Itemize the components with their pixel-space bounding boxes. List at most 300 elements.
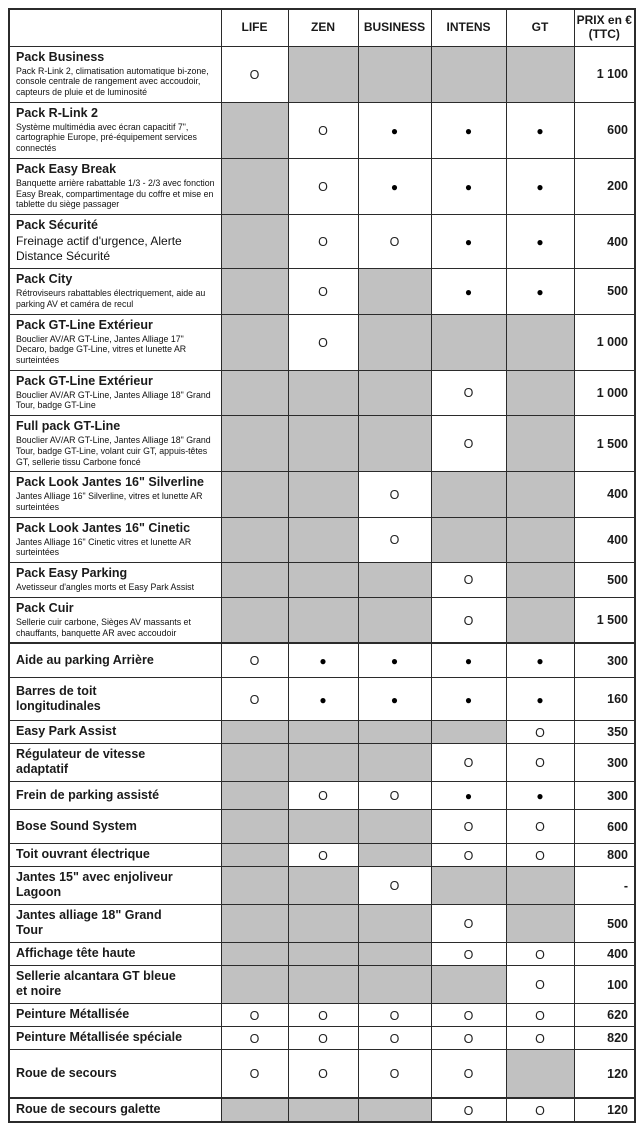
option-available-mark: [431, 905, 506, 943]
standard-mark: ●: [464, 179, 473, 194]
option-mark: O: [463, 947, 474, 962]
not-available-cell: [506, 597, 574, 643]
not-available-cell: [288, 966, 358, 1004]
option-name: Pack Look Jantes 16" Cinetic: [16, 520, 191, 535]
not-available-cell: [221, 517, 288, 562]
option-description: Pack R-Link 2, climatisation automatique bi-zone, console centrale de rangement avec accoudoir, capteurs de pluie et de luminosité: [16, 65, 209, 98]
option-mark: O: [249, 692, 260, 707]
option-available-mark: [358, 1004, 431, 1027]
not-available-cell: [358, 744, 431, 782]
header-row: [9, 9, 635, 46]
option-mark: O: [318, 284, 328, 299]
table-row: [9, 416, 635, 472]
table-row: [9, 370, 635, 415]
not-available-cell: [221, 269, 288, 314]
option-mark: O: [463, 820, 474, 835]
table-row: [9, 810, 635, 844]
option-name: Jantes 15" avec enjoliveur Lagoon: [16, 870, 173, 900]
option-name: Jantes alliage 18" Grand Tour: [16, 908, 162, 938]
price-value: 400: [574, 215, 635, 269]
price-value: 400: [574, 943, 635, 966]
not-available-cell: [288, 721, 358, 744]
option-available-mark: [506, 943, 574, 966]
option-available-mark: [288, 158, 358, 214]
not-available-cell: [506, 472, 574, 517]
option-mark: O: [318, 1008, 328, 1023]
price-value: 300: [574, 782, 635, 810]
option-mark: O: [249, 67, 260, 82]
table-row: [9, 867, 635, 905]
option-mark: O: [463, 1008, 474, 1023]
option-available-mark: [221, 1027, 288, 1050]
not-available-cell: [221, 744, 288, 782]
not-available-cell: [288, 472, 358, 517]
option-mark: O: [318, 123, 328, 138]
standard-equipment-mark: [506, 643, 574, 678]
option-name: Pack Look Jantes 16" Silverline: [16, 475, 204, 490]
standard-equipment-mark: [358, 102, 431, 158]
table-row: [9, 744, 635, 782]
option-name: Aide au parking Arrière: [16, 653, 154, 668]
standard-mark: ●: [464, 692, 473, 707]
standard-equipment-mark: [506, 269, 574, 314]
price-value: 350: [574, 721, 635, 744]
table-row: [9, 102, 635, 158]
price-value: 1 500: [574, 416, 635, 472]
option-available-mark: [506, 721, 574, 744]
option-available-mark: [431, 370, 506, 415]
standard-equipment-mark: [431, 215, 506, 269]
not-available-cell: [288, 943, 358, 966]
option-description: Système multimédia avec écran capacitif 7", cartographie Europe, pré-équipement services connectés: [16, 121, 197, 154]
option-mark: O: [249, 1067, 260, 1082]
option-mark: O: [249, 1008, 260, 1023]
option-label-cell: [9, 844, 221, 867]
option-description: Bouclier AV/AR GT-Line, Jantes Alliage 17" Decaro, badge GT-Line, vitres et lunette AR surteintées: [16, 333, 187, 365]
not-available-cell: [506, 46, 574, 102]
option-available-mark: [221, 46, 288, 102]
option-name: Pack Easy Break: [16, 161, 117, 176]
standard-mark: ●: [536, 123, 544, 138]
standard-mark: ●: [536, 179, 544, 194]
header-trim-gt: GT: [506, 9, 574, 46]
option-label-cell: [9, 1004, 221, 1027]
not-available-cell: [221, 102, 288, 158]
table-row: [9, 782, 635, 810]
price-value: 500: [574, 563, 635, 598]
table-row: [9, 215, 635, 269]
option-mark: O: [535, 848, 545, 863]
standard-mark: ●: [464, 235, 473, 250]
standard-mark: ●: [536, 284, 544, 299]
option-name: Régulateur de vitesse adaptatif: [16, 747, 146, 777]
option-available-mark: [358, 1050, 431, 1099]
header-trim-intens: INTENS: [431, 9, 506, 46]
option-mark: O: [249, 654, 260, 669]
standard-equipment-mark: [506, 782, 574, 810]
not-available-cell: [358, 905, 431, 943]
option-available-mark: [431, 1004, 506, 1027]
option-available-mark: [506, 1004, 574, 1027]
option-available-mark: [288, 1050, 358, 1099]
option-label-cell: [9, 966, 221, 1004]
standard-equipment-mark: [431, 269, 506, 314]
option-name: Sellerie alcantara GT bleue et noire: [16, 969, 176, 999]
option-available-mark: [431, 810, 506, 844]
price-value: 120: [574, 1098, 635, 1122]
option-name: Barres de toit longitudinales: [16, 684, 101, 714]
option-mark: O: [463, 386, 474, 401]
option-mark: O: [463, 848, 474, 863]
standard-equipment-mark: [506, 102, 574, 158]
not-available-cell: [221, 314, 288, 370]
price-value: 300: [574, 643, 635, 678]
standard-equipment-mark: [431, 782, 506, 810]
option-mark: O: [318, 1031, 328, 1046]
not-available-cell: [221, 215, 288, 269]
not-available-cell: [288, 867, 358, 905]
not-available-cell: [221, 810, 288, 844]
option-label-cell: [9, 721, 221, 744]
standard-equipment-mark: [358, 643, 431, 678]
not-available-cell: [221, 721, 288, 744]
table-row: [9, 1050, 635, 1099]
price-value: 1 100: [574, 46, 635, 102]
table-row: [9, 678, 635, 721]
option-name: Pack R-Link 2: [16, 105, 98, 120]
option-label-cell: [9, 782, 221, 810]
price-value: 500: [574, 269, 635, 314]
option-mark: O: [463, 437, 474, 452]
option-description: Avetisseur d'angles morts et Easy Park Assist: [16, 582, 195, 593]
option-available-mark: [288, 269, 358, 314]
not-available-cell: [506, 1050, 574, 1099]
option-available-mark: [288, 1027, 358, 1050]
not-available-cell: [288, 810, 358, 844]
not-available-cell: [221, 370, 288, 415]
standard-equipment-mark: [431, 102, 506, 158]
option-name: Easy Park Assist: [16, 724, 117, 739]
header-trim-business: BUSINESS: [358, 9, 431, 46]
option-available-mark: [221, 643, 288, 678]
standard-mark: ●: [464, 284, 473, 299]
not-available-cell: [358, 269, 431, 314]
price-value: 1 000: [574, 314, 635, 370]
price-value: 820: [574, 1027, 635, 1050]
option-mark: O: [463, 756, 474, 771]
not-available-cell: [506, 867, 574, 905]
option-label-cell: [9, 1098, 221, 1122]
not-available-cell: [431, 867, 506, 905]
not-available-cell: [506, 905, 574, 943]
not-available-cell: [506, 563, 574, 598]
option-label-cell: [9, 517, 221, 562]
not-available-cell: [221, 563, 288, 598]
option-available-mark: [431, 416, 506, 472]
not-available-cell: [431, 46, 506, 102]
table-row: [9, 472, 635, 517]
not-available-cell: [358, 966, 431, 1004]
standard-equipment-mark: [506, 158, 574, 214]
option-label-cell: [9, 563, 221, 598]
option-mark: O: [389, 235, 400, 250]
option-mark: O: [389, 533, 400, 548]
option-mark: O: [318, 179, 328, 194]
not-available-cell: [288, 744, 358, 782]
option-label-cell: [9, 1050, 221, 1099]
option-label-cell: [9, 314, 221, 370]
option-available-mark: [506, 1098, 574, 1122]
standard-mark: ●: [390, 692, 399, 707]
standard-mark: ●: [319, 654, 327, 669]
option-name: Toit ouvrant électrique: [16, 847, 150, 862]
standard-equipment-mark: [506, 678, 574, 721]
standard-mark: ●: [536, 235, 544, 250]
table-row: [9, 1027, 635, 1050]
option-available-mark: [506, 1027, 574, 1050]
not-available-cell: [358, 314, 431, 370]
header-empty: [9, 9, 221, 46]
option-label-cell: [9, 810, 221, 844]
option-label-cell: [9, 905, 221, 943]
price-value: 400: [574, 517, 635, 562]
option-mark: O: [318, 1067, 328, 1082]
option-label-cell: [9, 643, 221, 678]
not-available-cell: [431, 966, 506, 1004]
option-available-mark: [431, 943, 506, 966]
option-available-mark: [358, 867, 431, 905]
price-value: 300: [574, 744, 635, 782]
table-row: [9, 966, 635, 1004]
standard-equipment-mark: [431, 643, 506, 678]
option-available-mark: [288, 215, 358, 269]
option-mark: O: [389, 789, 400, 804]
standard-mark: ●: [536, 692, 544, 707]
option-available-mark: [358, 472, 431, 517]
option-available-mark: [431, 744, 506, 782]
not-available-cell: [358, 844, 431, 867]
option-available-mark: [288, 314, 358, 370]
option-description: Bouclier AV/AR GT-Line, Jantes Alliage 18" Grand Tour, badge GT-Line, volant cuir GT, appuis-têtes GT, sellerie tissu Carbone foncé: [16, 435, 211, 467]
not-available-cell: [431, 517, 506, 562]
option-available-mark: [431, 844, 506, 867]
standard-equipment-mark: [431, 678, 506, 721]
price-value: 160: [574, 678, 635, 721]
option-label-cell: [9, 744, 221, 782]
option-label-cell: [9, 597, 221, 643]
price-value: 600: [574, 102, 635, 158]
table-row: [9, 269, 635, 314]
option-name: Pack City: [16, 272, 73, 287]
option-description: Jantes Alliage 16" Silverline, vitres et lunette AR surteintées: [16, 491, 203, 512]
table-row: [9, 721, 635, 744]
option-label-cell: [9, 269, 221, 314]
table-row: [9, 46, 635, 102]
option-name: Peinture Métallisée spéciale: [16, 1030, 183, 1045]
option-available-mark: [506, 844, 574, 867]
option-name: Pack Business: [16, 49, 105, 64]
not-available-cell: [358, 1098, 431, 1122]
not-available-cell: [221, 416, 288, 472]
option-mark: O: [318, 235, 328, 250]
not-available-cell: [288, 905, 358, 943]
option-description: Freinage actif d'urgence, Alerte Distance Sécurité: [16, 234, 182, 264]
option-mark: O: [389, 1031, 400, 1046]
not-available-cell: [221, 867, 288, 905]
standard-equipment-mark: [358, 158, 431, 214]
option-name: Pack Sécurité: [16, 218, 98, 233]
price-value: 800: [574, 844, 635, 867]
price-value: -: [574, 867, 635, 905]
standard-equipment-mark: [431, 158, 506, 214]
not-available-cell: [221, 844, 288, 867]
option-description: Sellerie cuir carbone, Sièges AV massants et chauffants, banquette AR avec accoudoir: [16, 616, 191, 638]
option-label-cell: [9, 1027, 221, 1050]
standard-equipment-mark: [506, 215, 574, 269]
option-label-cell: [9, 867, 221, 905]
option-label-cell: [9, 472, 221, 517]
option-mark: O: [389, 1067, 400, 1082]
not-available-cell: [506, 416, 574, 472]
not-available-cell: [221, 943, 288, 966]
option-name: Pack Easy Parking: [16, 566, 128, 581]
option-available-mark: [221, 1004, 288, 1027]
not-available-cell: [431, 721, 506, 744]
option-mark: O: [463, 1103, 474, 1118]
option-available-mark: [358, 215, 431, 269]
standard-mark: ●: [390, 179, 399, 194]
option-mark: O: [535, 820, 545, 835]
option-mark: O: [463, 613, 474, 628]
option-available-mark: [431, 1027, 506, 1050]
option-name: Pack GT-Line Extérieur: [16, 373, 153, 388]
header-trim-zen: ZEN: [288, 9, 358, 46]
table-row: [9, 643, 635, 678]
table-row: [9, 905, 635, 943]
price-value: 120: [574, 1050, 635, 1099]
option-name: Bose Sound System: [16, 819, 137, 834]
price-value: 1 500: [574, 597, 635, 643]
not-available-cell: [288, 597, 358, 643]
option-description: Banquette arrière rabattable 1/3 - 2/3 avec fonction Easy Break, compartimentage du coffre et mise en tablette du siège passager: [16, 177, 215, 210]
option-available-mark: [431, 597, 506, 643]
option-mark: O: [535, 1008, 545, 1023]
not-available-cell: [506, 517, 574, 562]
option-available-mark: [221, 1050, 288, 1099]
option-available-mark: [358, 1027, 431, 1050]
not-available-cell: [221, 966, 288, 1004]
option-available-mark: [288, 844, 358, 867]
table-row: [9, 517, 635, 562]
not-available-cell: [506, 370, 574, 415]
option-available-mark: [288, 782, 358, 810]
option-mark: O: [535, 978, 545, 993]
table-row: [9, 943, 635, 966]
not-available-cell: [431, 472, 506, 517]
not-available-cell: [288, 370, 358, 415]
header-price: PRIX en € (TTC): [574, 9, 635, 46]
not-available-cell: [358, 46, 431, 102]
price-value: 1 000: [574, 370, 635, 415]
not-available-cell: [358, 416, 431, 472]
option-mark: O: [318, 848, 328, 863]
not-available-cell: [506, 314, 574, 370]
option-label-cell: [9, 46, 221, 102]
option-description: Rétroviseurs rabattables électriquement, aide au parking AV et caméra de recul: [16, 288, 206, 309]
table-row: [9, 563, 635, 598]
option-mark: O: [463, 917, 474, 932]
price-value: 400: [574, 472, 635, 517]
price-value: 500: [574, 905, 635, 943]
option-available-mark: [288, 102, 358, 158]
option-mark: O: [535, 947, 545, 962]
option-available-mark: [506, 744, 574, 782]
option-mark: O: [535, 1103, 545, 1118]
option-name: Peinture Métallisée: [16, 1007, 130, 1022]
not-available-cell: [288, 517, 358, 562]
not-available-cell: [358, 370, 431, 415]
standard-equipment-mark: [358, 678, 431, 721]
option-label-cell: [9, 215, 221, 269]
option-label-cell: [9, 416, 221, 472]
standard-equipment-mark: [288, 678, 358, 721]
options-pricing-table: [8, 8, 636, 1123]
price-value: 200: [574, 158, 635, 214]
option-available-mark: [358, 517, 431, 562]
not-available-cell: [288, 1098, 358, 1122]
option-name: Frein de parking assisté: [16, 788, 160, 803]
standard-mark: ●: [464, 654, 473, 669]
table-row: [9, 158, 635, 214]
not-available-cell: [288, 46, 358, 102]
option-available-mark: [431, 1098, 506, 1122]
option-available-mark: [506, 966, 574, 1004]
option-mark: O: [535, 725, 545, 740]
standard-mark: ●: [464, 789, 473, 804]
table-row: [9, 597, 635, 643]
not-available-cell: [221, 1098, 288, 1122]
option-name: Pack Cuir: [16, 600, 74, 615]
option-mark: O: [463, 1067, 474, 1082]
not-available-cell: [221, 905, 288, 943]
option-mark: O: [389, 879, 400, 894]
not-available-cell: [358, 563, 431, 598]
not-available-cell: [221, 472, 288, 517]
option-name: Full pack GT-Line: [16, 419, 121, 434]
table-body: [9, 46, 635, 1122]
option-label-cell: [9, 678, 221, 721]
option-mark: O: [535, 756, 545, 771]
not-available-cell: [221, 597, 288, 643]
not-available-cell: [358, 810, 431, 844]
table-row: [9, 844, 635, 867]
option-mark: O: [463, 573, 474, 588]
not-available-cell: [358, 721, 431, 744]
not-available-cell: [358, 943, 431, 966]
standard-equipment-mark: [288, 643, 358, 678]
standard-mark: ●: [464, 123, 473, 138]
option-mark: O: [318, 335, 328, 350]
not-available-cell: [221, 158, 288, 214]
standard-mark: ●: [536, 789, 544, 804]
option-available-mark: [221, 678, 288, 721]
option-available-mark: [358, 782, 431, 810]
option-available-mark: [431, 1050, 506, 1099]
option-mark: O: [249, 1031, 260, 1046]
option-mark: O: [389, 487, 400, 502]
option-available-mark: [431, 563, 506, 598]
option-name: Roue de secours galette: [16, 1102, 161, 1117]
